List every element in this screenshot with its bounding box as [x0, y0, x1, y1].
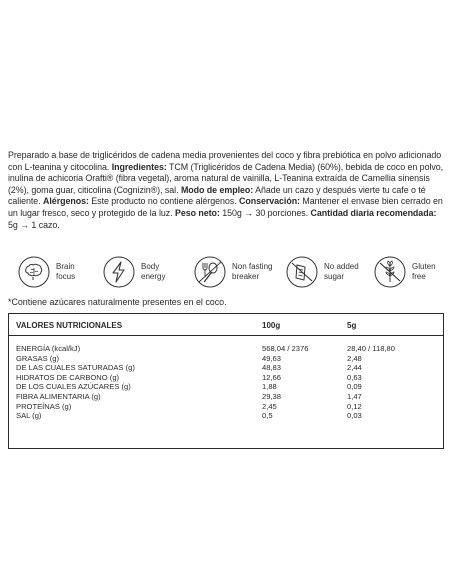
- allergens-text: Este producto no contiene alérgenos.: [88, 196, 239, 207]
- badge-label: Gluten free: [412, 262, 436, 281]
- brain-icon: [18, 256, 50, 288]
- value-serving: 2,48: [347, 353, 362, 363]
- value-100g: 29,38: [262, 391, 282, 401]
- ingredients-text: TCM (Triglicéridos de Cadena Media) (60%), bebida de coco en polvo, inulina de achicoria Orafti® (fibra vegetal), aroma natural de vainilla, L-Teanina extraída de Camellia sinensis (2%), goma guar, citicolina (Cognizin®), sal.: [8, 161, 444, 195]
- storage-label: Conservación:: [238, 196, 300, 207]
- value-serving: 1,47: [347, 391, 362, 401]
- usage-text: Añade un cazo y después vierte tu cafe o té caliente.: [8, 184, 426, 207]
- badge-label: Body energy: [141, 262, 166, 281]
- table-body: [9, 344, 443, 421]
- ingredients-label: Ingredientes:: [111, 161, 167, 172]
- value-serving: 2,44: [347, 363, 362, 373]
- value-serving: 0,63: [347, 372, 362, 382]
- table-row: [9, 373, 443, 383]
- value-serving: 0,09: [347, 382, 362, 392]
- value-serving: 28,40 / 118,80: [347, 344, 395, 353]
- feature-badges: [18, 254, 448, 294]
- value-serving: 0,03: [347, 411, 362, 421]
- intro-text: Preparado a base de triglicéridos de cadena media provenientes del coco y fibra prebiótica en polvo adicionado con L-teanina y citocolina.: [8, 150, 442, 172]
- badge-label: No added sugar: [324, 262, 359, 281]
- daily-amount-text: 5g → 1 cazo.: [8, 219, 60, 230]
- header-per-100g: 100g: [262, 321, 281, 330]
- lightning-bolt-icon: [103, 256, 135, 288]
- value-100g: 49,63: [262, 353, 282, 363]
- nutrient-name: SAL (g): [16, 411, 42, 421]
- value-100g: 2,45: [262, 401, 277, 411]
- value-100g: 12,66: [262, 372, 282, 382]
- nutrient-name: GRASAS (g): [16, 353, 60, 363]
- storage-text: Mantener el envase bien cerrado en un lugar fresco, seco y protegido de la luz.: [8, 196, 443, 218]
- header-nutritional-values: VALORES NUTRICIONALES: [16, 321, 123, 330]
- gluten-free-wheat-icon: [374, 256, 406, 288]
- badge-label: Brain focus: [56, 262, 76, 281]
- table-row: [9, 382, 443, 392]
- value-100g: 48,83: [262, 363, 282, 373]
- nutrient-name: FIBRA ALIMENTARIA (g): [16, 391, 101, 401]
- value-100g: 1,88: [262, 382, 277, 392]
- value-serving: 0,12: [347, 401, 362, 411]
- nutrient-name: DE LOS CUALES AZÚCARES (g): [16, 382, 131, 392]
- product-description: [8, 150, 444, 231]
- allergens-label: Alérgenos:: [43, 196, 89, 207]
- table-header: [9, 314, 443, 336]
- sugar-footnote: *Contiene azúcares naturalmente presentes en el coco.: [8, 297, 227, 307]
- usage-label: Modo de empleo:: [180, 184, 254, 195]
- table-row: [9, 392, 443, 402]
- nutrient-name: PROTEÍNAS (g): [16, 401, 72, 411]
- net-weight-text: 150g → 30 porciones.: [219, 207, 311, 218]
- value-100g: 568,04 / 2376: [262, 344, 309, 353]
- no-sugar-icon: [286, 256, 318, 288]
- net-weight-label: Peso neto:: [174, 207, 220, 218]
- badge-label: Non fasting breaker: [232, 262, 273, 281]
- nutrient-name: DE LAS CUALES SATURADAS (g): [16, 363, 135, 373]
- table-row: [9, 402, 443, 412]
- nutrition-table: [8, 313, 444, 449]
- value-100g: 0,5: [262, 411, 273, 421]
- nutrient-name: ENERGÍA (kcal/kJ): [16, 344, 81, 353]
- table-row: [9, 354, 443, 364]
- table-row: [9, 411, 443, 421]
- utensils-icon: [194, 256, 226, 288]
- header-per-serving: 5g: [347, 321, 357, 330]
- daily-amount-label: Cantidad diaria recomendada:: [310, 207, 437, 218]
- table-row: [9, 363, 443, 373]
- nutrient-name: HIDRATOS DE CARBONO (g): [16, 372, 120, 382]
- table-row: [9, 344, 443, 354]
